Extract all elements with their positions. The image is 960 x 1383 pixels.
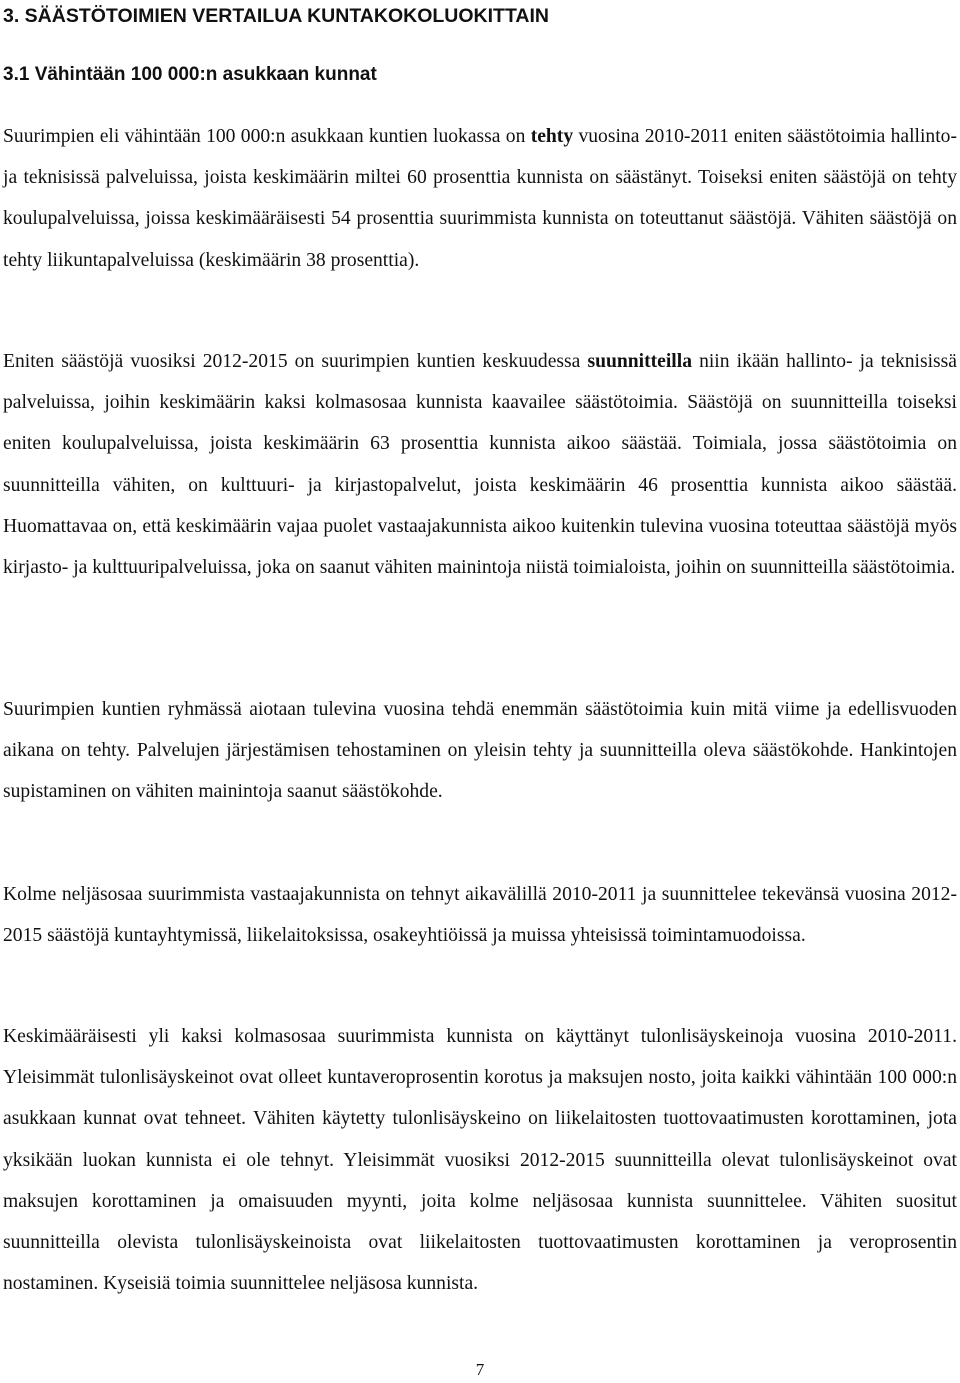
paragraph-3: Suurimpien kuntien ryhmässä aiotaan tulevina vuosina tehdä enemmän säästötoimia kuin mitä viime ja edellisvuoden aikana on tehty. Palvelujen järjestämisen tehostaminen on yleisin tehty ja suunnitteilla oleva säästökohde. Hankintojen supistaminen on vähiten mainintoja saanut säästökohde. [3,699,957,803]
paragraph-5: Keskimääräisesti yli kaksi kolmasosaa suurimmista kunnista on käyttänyt tulonlisäyskeinoja vuosina 2010-2011. Yleisimmät tulonlisäyskeinot ovat olleet kuntaveroprosentin korotus ja maksujen nosto, joita kaikki vähintään 100 000:n asukkaan kunnat ovat tehneet. Vähiten käytetty tulonlisäyskeino on liikelaitosten tuottovaatimusten korottaminen, jota yksikään luokan kunnista ei ole tehnyt. Yleisimmät vuosiksi 2012-2015 suunnitteilla olevat tulonlisäyskeinot ovat maksujen korottaminen ja omaisuuden myynti, joita kolme neljäsosaa kunnista suunnittelee. Vähiten suositut suunnitteilla olevista tulonlisäyskeinoista ovat liikelaitosten tuottovaatimusten korottaminen ja veroprosentin nostaminen. Kyseisiä toimia suunnittelee neljäsosa kunnista. [3,1026,957,1295]
paragraph-4: Kolme neljäsosaa suurimmista vastaajakunnista on tehnyt aikavälillä 2010-2011 ja suunnittelee tekevänsä vuosina 2012-2015 säästöjä kuntayhtymissä, liikelaitoksissa, osakeyhtiöissä ja muissa yhteisissä toimintamuodoissa. [3,884,957,947]
paragraph-2-bold: suunnitteilla [587,351,692,372]
page-number: 7 [475,1360,485,1379]
paragraph-1 [3,116,957,281]
paragraph-2-text-b: niin ikään hallinto- ja teknisissä palveluissa, joihin keskimäärin kaksi kolmasosaa kunnista kaavailee säästötoimia. Säästöjä on suunnitteilla toiseksi eniten koulupalveluissa, joista keskimäärin 63 prosenttia kunnista aikoo säästää. Toimiala, jossa säästötoimia on suunnitteilla vähiten, on kulttuuri- ja kirjastopalvelut, joista keskimäärin 46 prosenttia kunnista aikoo säästää. Huomattavaa on, että keskimäärin vajaa puolet vastaajakunnista aikoo kuitenkin tulevina vuosina toteuttaa säästöjä myös kirjasto- ja kulttuuripalveluissa, joka on saanut vähiten mainintoja niistä toimialoista, joihin on suunnitteilla säästötoimia. [3,351,957,579]
paragraph-1-bold: tehty [530,126,574,147]
paragraph-1-text-a: Suurimpien eli vähintään 100 000:n asukkaan kuntien luokassa on [3,126,531,147]
chapter-heading: 3. SÄÄSTÖTOIMIEN VERTAILUA KUNTAKOKOLUOKITTAIN [3,5,549,27]
paragraph-2 [3,341,957,588]
section-heading: 3.1 Vähintään 100 000:n asukkaan kunnat [3,64,377,85]
paragraph-1-text-b: vuosina 2010-2011 eniten säästötoimia hallinto- ja teknisissä palveluissa, joista keskimäärin miltei 60 prosenttia kunnista on säästänyt. Toiseksi eniten säästöjä on tehty koulupalveluissa, joissa keskimääräisesti 54 prosenttia suurimmista kunnista on toteuttanut säästöjä. Vähiten säästöjä on tehty liikuntapalveluissa (keskimäärin 38 prosenttia). [3,126,957,271]
paragraph-2-text-a: Eniten säästöjä vuosiksi 2012-2015 on suurimpien kuntien keskuudessa [3,351,588,372]
